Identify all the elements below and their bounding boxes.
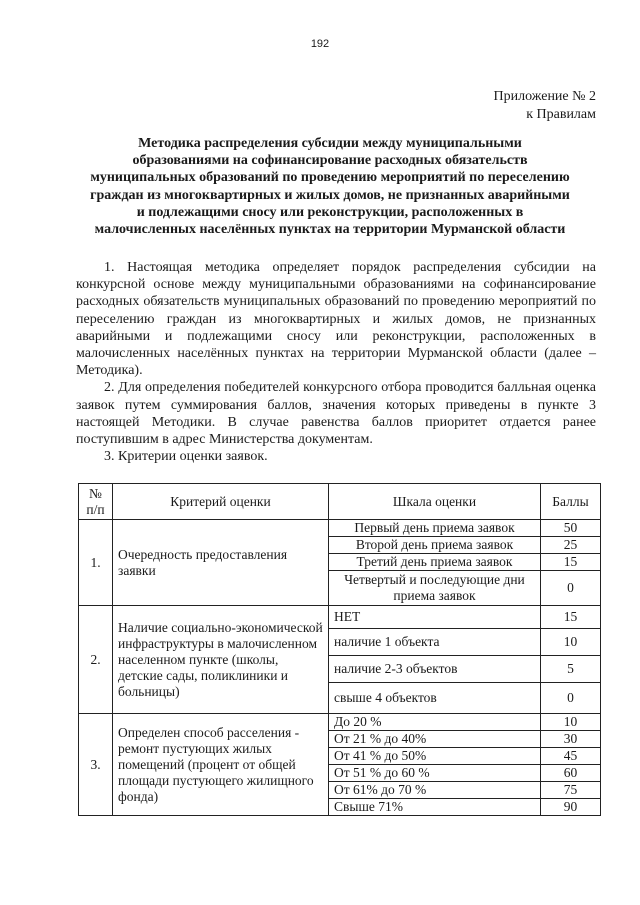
scale-cell: Третий день приема заявок: [329, 554, 541, 571]
table-header-row: [79, 484, 601, 520]
page-number: 192: [310, 38, 330, 50]
header-scale: Шкала оценки: [329, 484, 541, 520]
points-cell: 5: [541, 656, 601, 683]
appendix-line-1: Приложение № 2: [493, 89, 596, 104]
title-line-2: образованиями на софинансирование расходных обязательств: [132, 153, 528, 169]
paragraph-3: 3. Критерии оценки заявок.: [104, 449, 268, 465]
scale-cell: Первый день приема заявок: [329, 520, 541, 537]
paragraph-1: 1. Настоящая методика определяет порядок распределения субсидии на конкурсной основе между муниципальными образованиями на софинансирование расходных обязательств муниципальных образований по проведению мероприятий по переселению граждан из многоквартирных и жилых домов, не признанных аварийными и подлежащими сносу или реконструкции, расположенных в малочисленных населённых пунктах на территории Мурманской области (далее – Методика).: [76, 260, 596, 379]
paragraph-2: 2. Для определения победителей конкурсного отбора проводится балльная оценка заявок путем суммирования баллов, значения которых приведены в пункте 3 настоящей Методики. В случае равенства баллов приоритет отдается ранее поступившим в адрес Министерства документам.: [76, 380, 596, 448]
criteria-table: [78, 483, 601, 816]
title-line-6: малочисленных населённых пунктах на территории Мурманской области: [94, 222, 566, 238]
points-cell: 15: [541, 606, 601, 629]
appendix-reference: [494, 88, 597, 124]
group-3-criterion: Определен способ расселения - ремонт пустующих жилых помещений (процент от общей площади пустующего жилищного фонда): [113, 714, 329, 816]
group-1-num: 1.: [79, 520, 113, 606]
scale-cell: наличие 1 объекта: [329, 629, 541, 656]
scale-cell: НЕТ: [329, 606, 541, 629]
points-cell: 10: [541, 629, 601, 656]
group-3-num: 3.: [79, 714, 113, 816]
scale-cell: От 51 % до 60 %: [329, 765, 541, 782]
points-cell: 90: [541, 799, 601, 816]
scale-cell: Второй день приема заявок: [329, 537, 541, 554]
points-cell: 60: [541, 765, 601, 782]
points-cell: 15: [541, 554, 601, 571]
scale-cell: От 41 % до 50%: [329, 748, 541, 765]
group-2-num: 2.: [79, 606, 113, 714]
points-cell: 0: [541, 571, 601, 606]
scale-cell: наличие 2-3 объектов: [329, 656, 541, 683]
points-cell: 75: [541, 782, 601, 799]
header-criterion: Критерий оценки: [113, 484, 329, 520]
header-points: Баллы: [541, 484, 601, 520]
title-line-4: граждан из многоквартирных и жилых домов, не признанных аварийными: [90, 187, 570, 203]
table-row: [79, 606, 601, 629]
group-2-criterion: Наличие социально-экономической инфраструктуры в малочисленном населенном пункте (школы, детские сады, поликлиники и больницы): [113, 606, 329, 714]
points-cell: 0: [541, 683, 601, 714]
header-num: № п/п: [79, 484, 113, 520]
scale-cell: свыше 4 объектов: [329, 683, 541, 714]
scale-cell: Четвертый и последующие дни приема заявок: [329, 571, 541, 606]
appendix-line-2: к Правилам: [526, 107, 596, 122]
title-line-5: и подлежащими сносу или реконструкции, расположенных в: [136, 204, 524, 220]
points-cell: 25: [541, 537, 601, 554]
table-row: [79, 714, 601, 731]
document-title: [62, 135, 598, 238]
points-cell: 10: [541, 714, 601, 731]
points-cell: 30: [541, 731, 601, 748]
title-line-1: Методика распределения субсидии между муниципальными: [138, 136, 522, 151]
group-1-criterion: Очередность предоставления заявки: [113, 520, 329, 606]
body-text: [76, 259, 596, 465]
scale-cell: От 61% до 70 %: [329, 782, 541, 799]
points-cell: 45: [541, 748, 601, 765]
points-cell: 50: [541, 520, 601, 537]
title-line-3: муниципальных образований по проведению мероприятий по переселению: [90, 170, 570, 186]
scale-cell: От 21 % до 40%: [329, 731, 541, 748]
scale-cell: До 20 %: [329, 714, 541, 731]
table-row: [79, 520, 601, 537]
scale-cell: Свыше 71%: [329, 799, 541, 816]
